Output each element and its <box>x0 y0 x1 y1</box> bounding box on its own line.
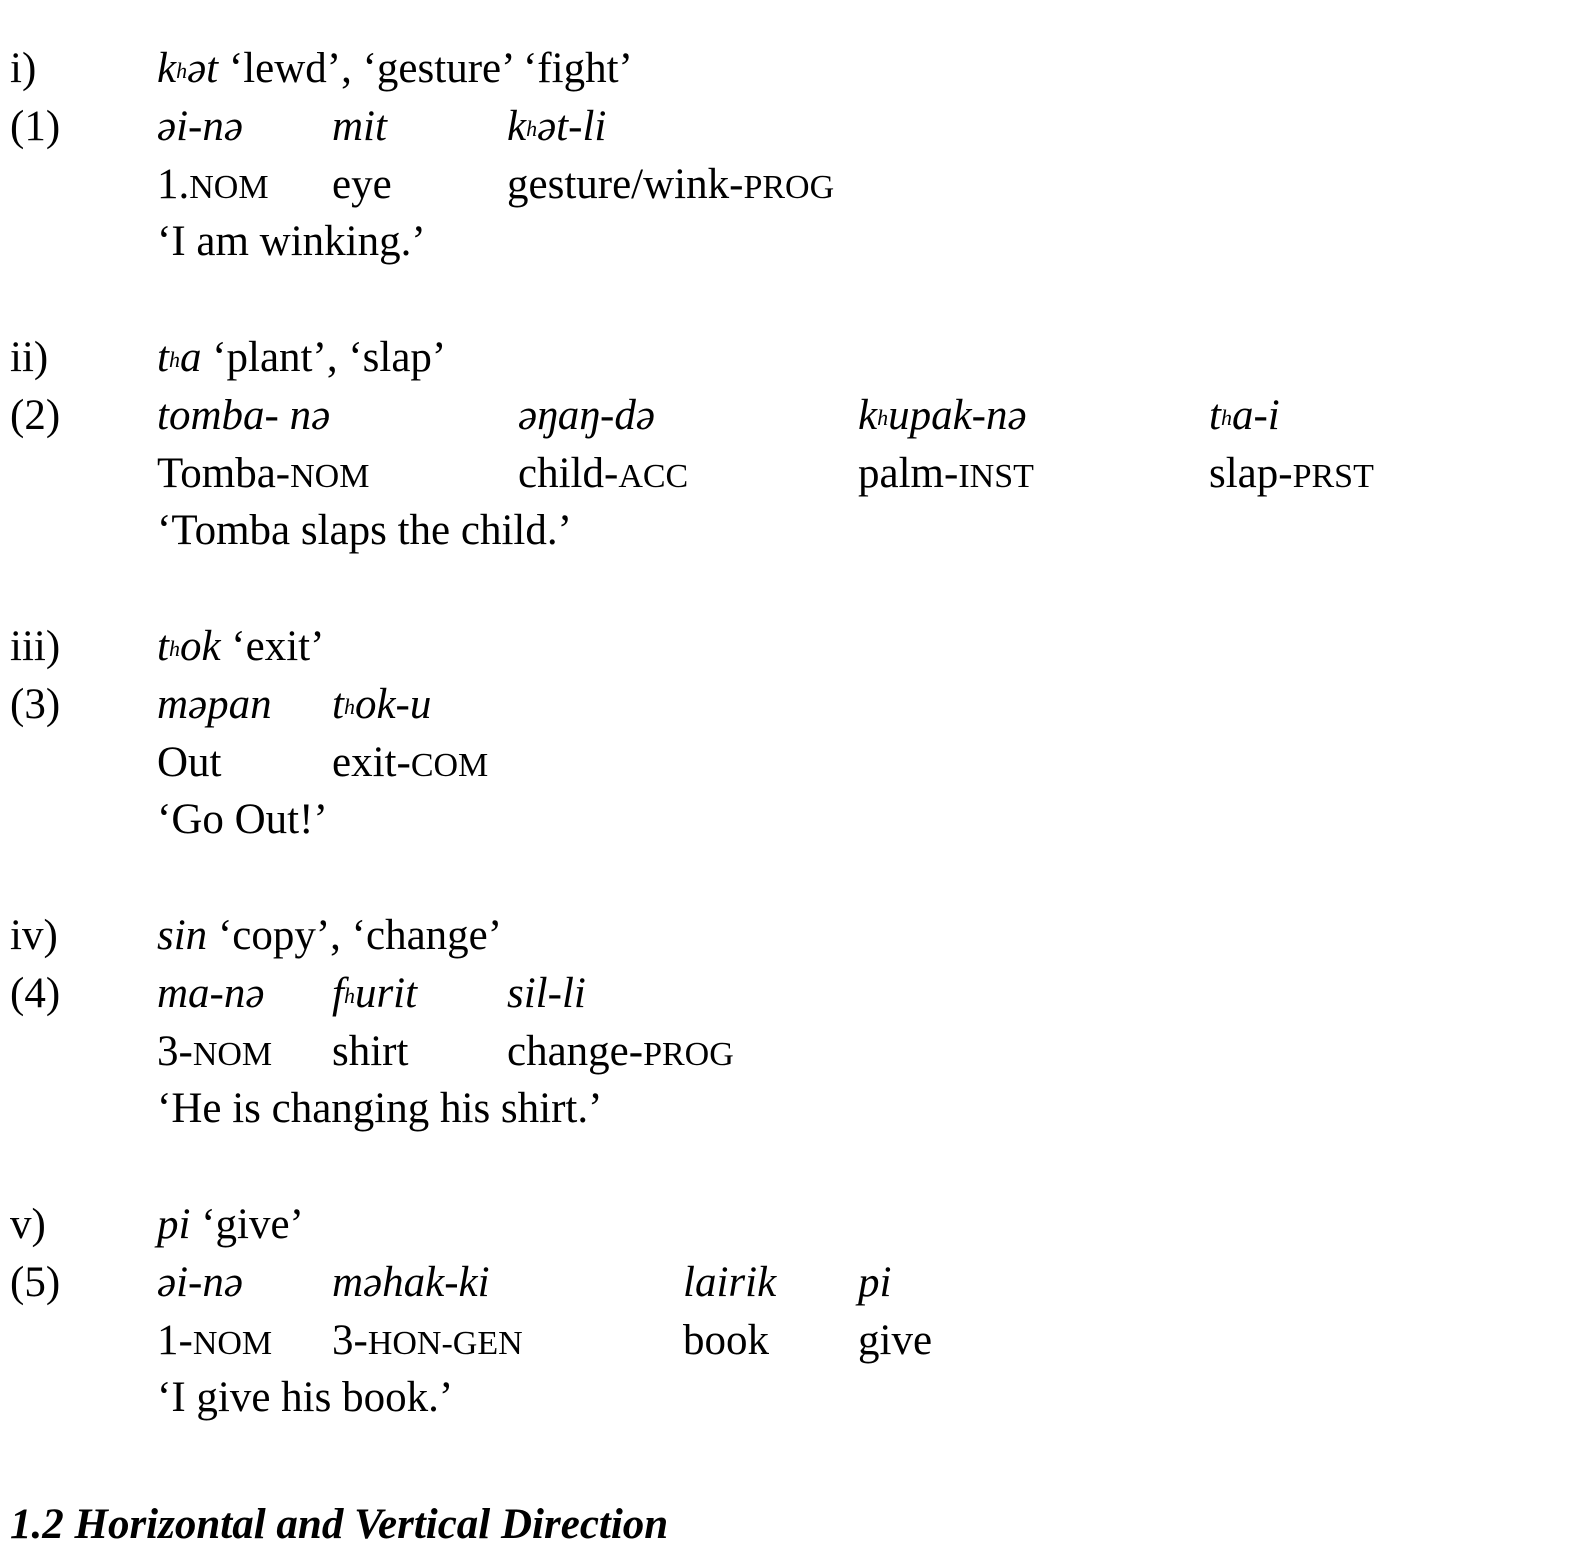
lemma: $t^hok$ ‘exit’ <box>157 623 325 670</box>
gloss-word: change-PROG <box>507 1028 734 1075</box>
lemma: sin ‘copy’, ‘change’ <box>157 912 503 959</box>
source-word: əŋaŋ-də <box>518 392 655 439</box>
example-number: (4) <box>10 970 61 1017</box>
roman-label: ii) <box>10 334 49 381</box>
source-word: $t^hok-u$ <box>332 681 432 728</box>
translation: ‘He is changing his shirt.’ <box>157 1085 603 1132</box>
roman-label: i) <box>10 45 37 92</box>
gloss-word: 1.NOM <box>157 161 269 208</box>
source-word: əi-nə <box>157 1259 243 1306</box>
example-number: (1) <box>10 103 61 150</box>
gloss-word: 3-NOM <box>157 1028 273 1075</box>
translation: ‘I give his book.’ <box>157 1374 454 1421</box>
source-word: lairik <box>683 1259 777 1306</box>
example-number: (2) <box>10 392 61 439</box>
lemma: $t^ha$ ‘plant’, ‘slap’ <box>157 334 447 381</box>
source-word: məpan <box>157 681 272 728</box>
gloss-word: slap-PRST <box>1209 450 1374 497</box>
gloss-word: gesture/wink-PROG <box>507 161 835 208</box>
roman-label: v) <box>10 1201 46 1248</box>
source-word: pi <box>858 1259 892 1306</box>
gloss-word: book <box>683 1317 769 1364</box>
source-word: sil-li <box>507 970 586 1017</box>
source-word: ma-nə <box>157 970 265 1017</box>
source-word: məhak-ki <box>332 1259 490 1306</box>
source-word: $f^hurit$ <box>332 970 418 1017</box>
gloss-word: 3-HON-GEN <box>332 1317 523 1364</box>
gloss-word: palm-INST <box>858 450 1034 497</box>
lemma: $k^hət$ ‘lewd’, ‘gesture’ ‘fight’ <box>157 45 633 92</box>
source-word: əi-nə <box>157 103 243 150</box>
gloss-word: child-ACC <box>518 450 689 497</box>
source-word: $t^ha-i$ <box>1209 392 1280 439</box>
example-number: (3) <box>10 681 61 728</box>
translation: ‘Go Out!’ <box>157 796 328 843</box>
gloss-word: eye <box>332 161 392 208</box>
gloss-word: Out <box>157 739 222 786</box>
gloss-word: exit-COM <box>332 739 489 786</box>
gloss-word: shirt <box>332 1028 409 1075</box>
gloss-word: 1-NOM <box>157 1317 273 1364</box>
source-word: tomba- nə <box>157 392 331 439</box>
gloss-word: Tomba-NOM <box>157 450 370 497</box>
source-word: mit <box>332 103 387 150</box>
source-word: $k^hupak-nə$ <box>858 392 1027 439</box>
section-heading: 1.2 Horizontal and Vertical Direction <box>10 1501 669 1548</box>
source-word: $k^hət-li$ <box>507 103 607 150</box>
gloss-word: give <box>858 1317 933 1364</box>
roman-label: iii) <box>10 623 61 670</box>
translation: ‘Tomba slaps the child.’ <box>157 507 572 554</box>
roman-label: iv) <box>10 912 58 959</box>
translation: ‘I am winking.’ <box>157 218 426 265</box>
lemma: pi ‘give’ <box>157 1201 304 1248</box>
example-number: (5) <box>10 1259 61 1306</box>
